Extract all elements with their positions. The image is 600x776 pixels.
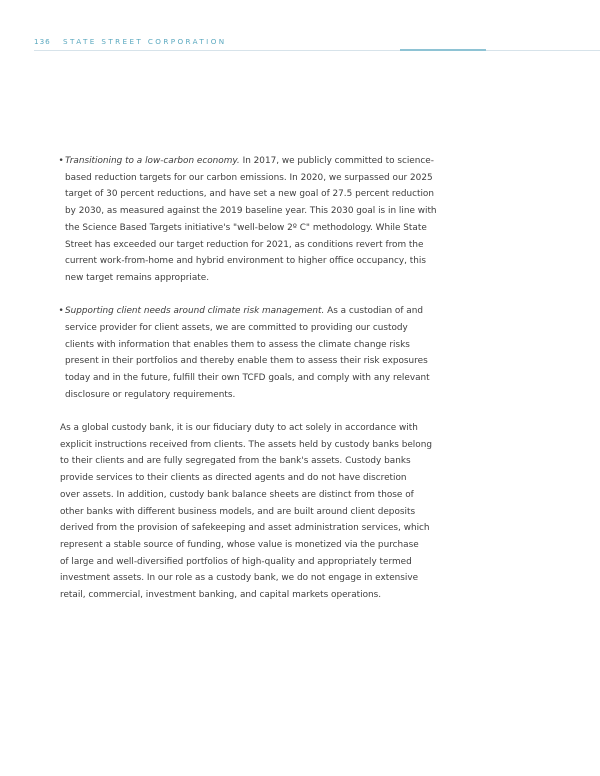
paragraph-line: over assets. In addition, custody bank balance sheets are distinct from those of bbox=[60, 489, 414, 500]
paragraph-line: As a global custody bank, it is our fiduciary duty to act solely in accordance with bbox=[60, 423, 418, 434]
header-divider bbox=[34, 50, 600, 51]
paragraph-line: derived from the provision of safekeeping and asset administration services, which bbox=[60, 523, 430, 534]
bullet-line: new target remains appropriate. bbox=[65, 272, 210, 283]
bullet-paragraph bbox=[65, 303, 432, 403]
bullet-line: based reduction targets for our carbon emissions. In 2020, we surpassed our 2025 bbox=[65, 172, 433, 183]
bullet-paragraph bbox=[65, 153, 437, 287]
bullet-line: by 2030, as measured against the 2019 baseline year. This 2030 goal is in line with bbox=[65, 206, 437, 217]
page-number: 136 bbox=[34, 37, 51, 46]
paragraph-line: provide services to their clients as directed agents and do not have discretion bbox=[60, 473, 407, 484]
bullet-line: target of 30 percent reductions, and have set a new goal of 27.5 percent reduction bbox=[65, 189, 434, 200]
bullet-item-low-carbon bbox=[58, 153, 437, 287]
bullet-dot: • bbox=[58, 156, 64, 166]
paragraph-line: explicit instructions received from clients. The assets held by custody banks belong bbox=[60, 439, 432, 450]
custody-paragraph bbox=[60, 420, 432, 604]
company-name: STATE STREET CORPORATION bbox=[63, 37, 227, 46]
bullet-line: disclosure or regulatory requirements. bbox=[65, 389, 236, 400]
bullet-line: clients with information that enables them to assess the climate change risks bbox=[65, 339, 410, 350]
paragraph-line: retail, commercial, investment banking, and capital markets operations. bbox=[60, 590, 382, 601]
bullet-item-climate-risk bbox=[60, 303, 432, 403]
bullet-line: today and in the future, fulfill their own TCFD goals, and comply with any relevant bbox=[65, 373, 430, 384]
bullet-line: In 2017, we publicly committed to science- bbox=[239, 156, 434, 166]
paragraph-line: to their clients and are fully segregated from the bank's assets. Custody banks bbox=[60, 456, 411, 467]
bullet-line: current work-from-home and hybrid environment to higher office occupancy, this bbox=[65, 256, 426, 267]
bullet-lead: Transitioning to a low-carbon economy. bbox=[65, 156, 240, 166]
bullet-dot: • bbox=[58, 306, 64, 317]
bullet-line: the Science Based Targets initiative's "well-below 2º C" methodology. While State bbox=[65, 222, 427, 233]
header-divider-accent bbox=[400, 49, 486, 51]
paragraph-line: represent a stable source of funding, whose value is monetized via the purchase bbox=[60, 539, 419, 550]
paragraph-line: investment assets. In our role as a custody bank, we do not engage in extensive bbox=[60, 573, 419, 584]
bullet-line: Street has exceeded our target reduction for 2021, as conditions revert from the bbox=[65, 239, 424, 250]
bullet-lead: Supporting client needs around climate risk management. bbox=[65, 306, 325, 317]
paragraph-line: of large and well-diversified portfolios of high-quality and appropriately termed bbox=[60, 556, 412, 567]
bullet-line: present in their portfolios and thereby enable them to assess their risk exposures bbox=[65, 356, 428, 367]
bullet-line: As a custodian of and bbox=[324, 306, 424, 317]
bullet-line: service provider for client assets, we are committed to providing our custody bbox=[65, 322, 408, 333]
paragraph-line: other banks with different business models, and are built around client deposits bbox=[60, 506, 416, 517]
body-text bbox=[58, 153, 437, 604]
